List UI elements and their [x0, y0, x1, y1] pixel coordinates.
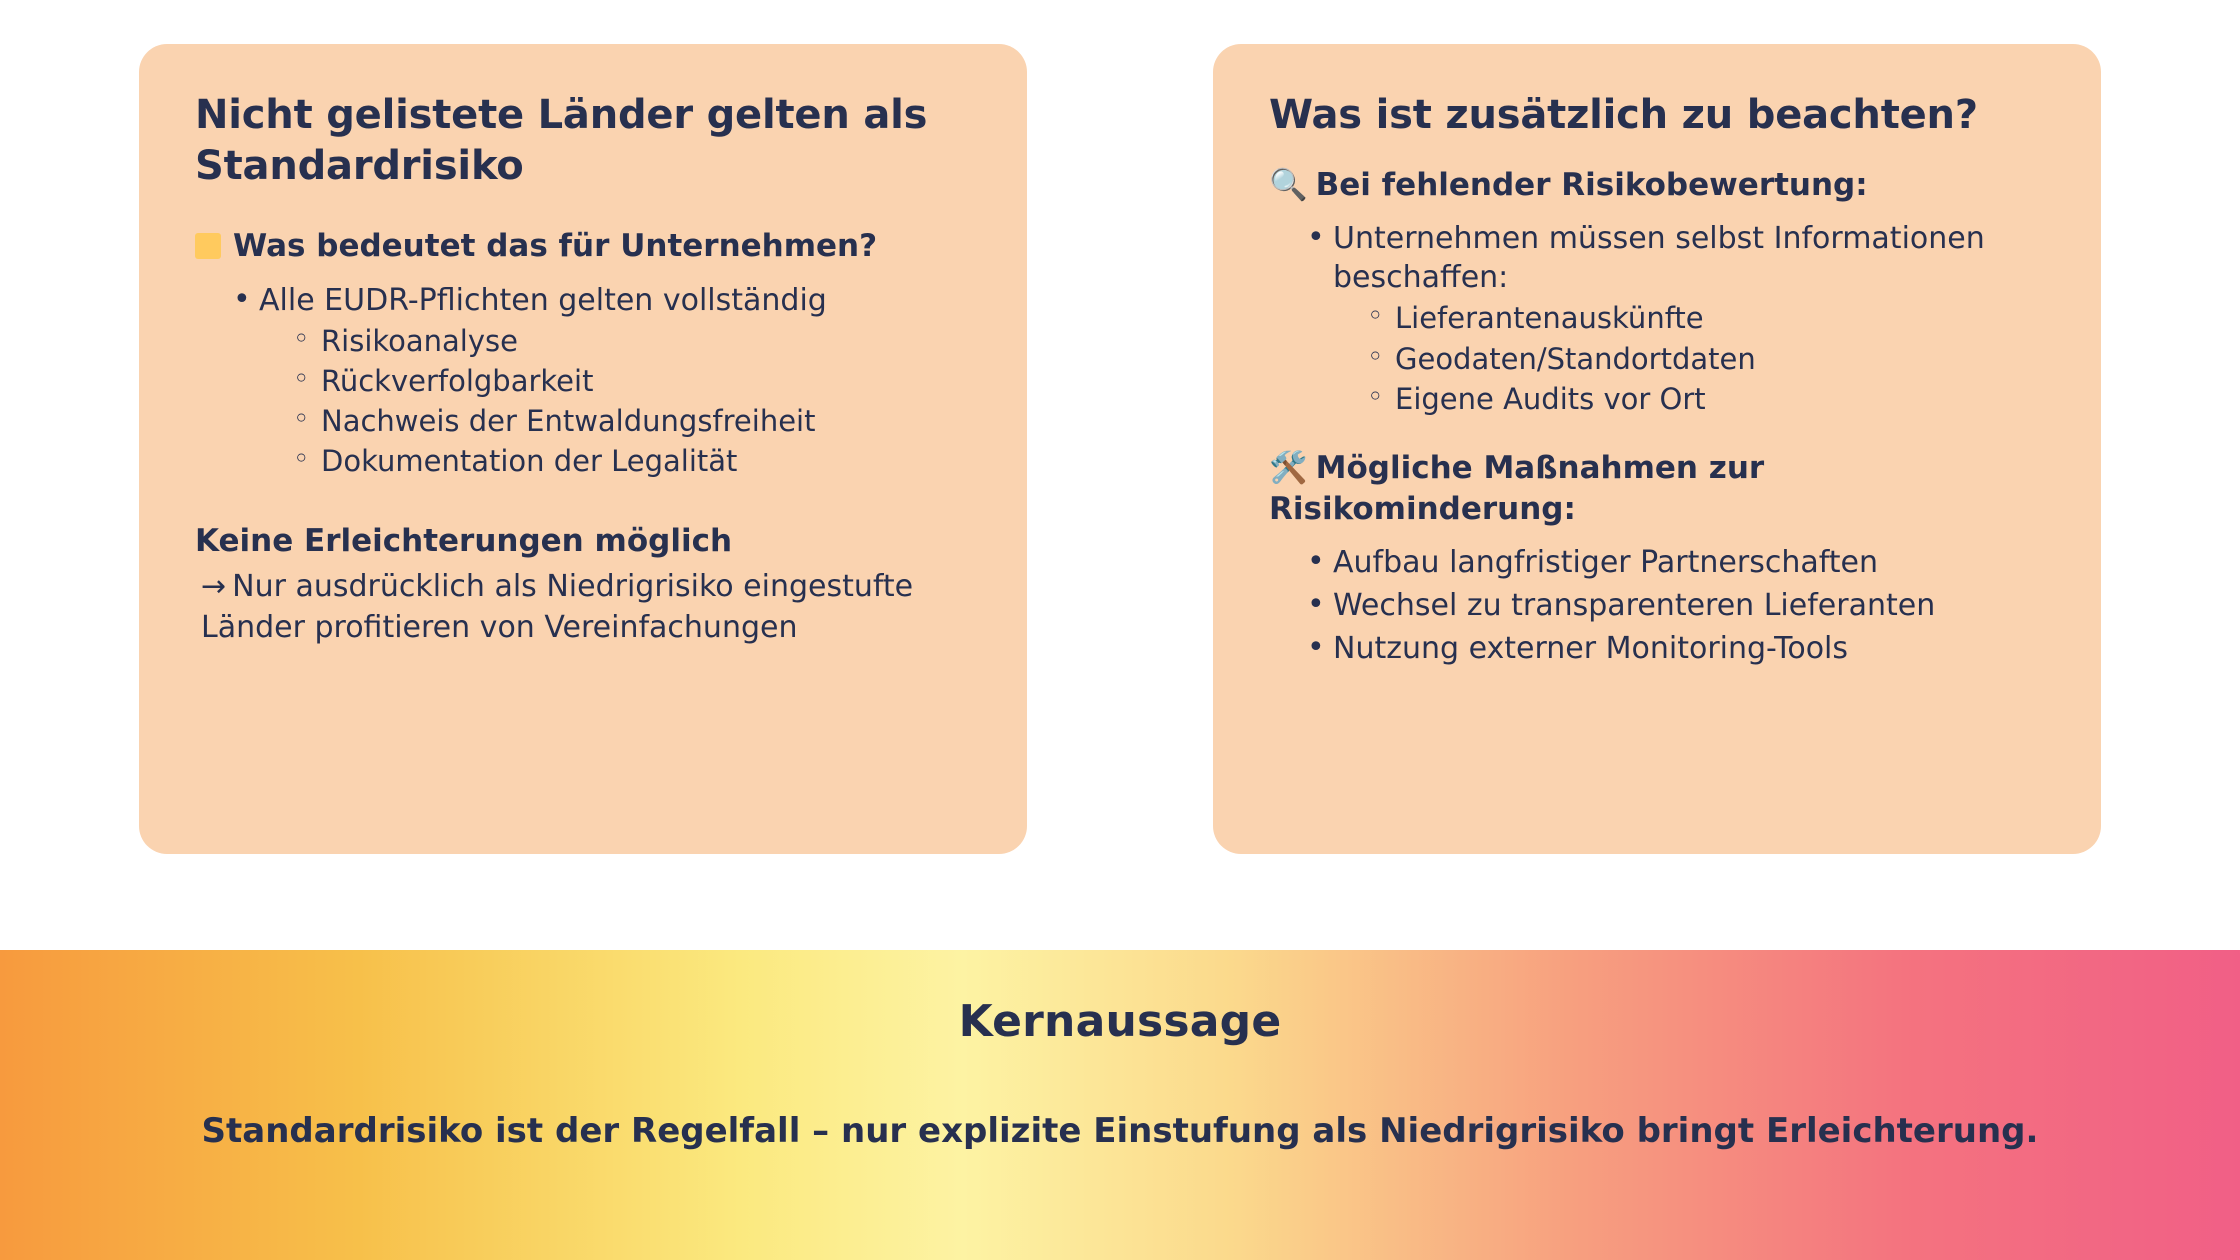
list-item: • Nutzung externer Monitoring-Tools [1303, 629, 2045, 668]
list-item: ◦ Geodaten/Standortdaten [1365, 340, 2045, 378]
list-item [1303, 219, 2045, 418]
list-item: ◦ Eigene Audits vor Ort [1365, 380, 2045, 418]
list-item [229, 281, 971, 481]
card-standardrisiko [139, 44, 1027, 854]
magnifier-icon: 🔍 [1269, 167, 1308, 204]
list-item-text: Alle EUDR-Pflichten gelten vollständig [259, 282, 827, 318]
heading-keine-erleichterungen: Keine Erleichterungen möglich [195, 522, 733, 559]
list-item: ◦ Rückverfolgbarkeit [291, 362, 971, 400]
spacer [1269, 422, 2045, 448]
list-item: ◦ Risikoanalyse [291, 322, 971, 360]
tools-icon: 🛠️ [1269, 450, 1308, 487]
list-informationen [1269, 219, 2045, 418]
arrow-right-icon: → [201, 569, 227, 605]
spacer [195, 485, 971, 521]
list-eudr-pflichten [195, 281, 971, 481]
card-title: Nicht gelistete Länder gelten als Standardrisiko [195, 92, 928, 190]
section-heading-text: Bei fehlender Risikobewertung: [1315, 167, 1868, 204]
sublist-eudr-pflichten [259, 322, 971, 481]
list-item: ◦ Lieferantenauskünfte [1365, 299, 2045, 337]
list-item: ◦ Dokumentation der Legalität [291, 442, 971, 480]
section-heading-unternehmen [195, 226, 971, 266]
card-zusaetzlich-beachten [1213, 44, 2101, 854]
banner-title: Kernaussage [958, 996, 1282, 1047]
list-item: ◦ Nachweis der Entwaldungsfreiheit [291, 402, 971, 440]
list-item: • Wechsel zu transparenteren Lieferanten [1303, 586, 2045, 625]
list-massnahmen [1269, 543, 2045, 668]
section-heading-text: Mögliche Maßnahmen zur Risikominderung: [1269, 450, 1765, 527]
sublist-informationen [1333, 299, 2045, 418]
paragraph-text: Nur ausdrücklich als Niedrigrisiko eingestufte Länder profitieren von Vereinfachungen [201, 569, 914, 645]
list-item: • Aufbau langfristiger Partnerschaften [1303, 543, 2045, 582]
section-heading-massnahmen [1269, 448, 2045, 529]
section-heading-risikobewertung [1269, 165, 2045, 205]
banner-subtitle: Standardrisiko ist der Regelfall – nur explizite Einstufung als Niedrigrisiko bringt Erleichterung. [201, 1111, 2039, 1151]
cards-row [0, 44, 2240, 854]
card-title: Was ist zusätzlich zu beachten? [1269, 92, 1978, 138]
paragraph-niedrigrisiko [195, 567, 971, 648]
yellow-square-icon [195, 233, 221, 259]
kernaussage-banner [0, 950, 2240, 1260]
list-item-text: Unternehmen müssen selbst Informationen beschaffen: [1333, 221, 1985, 296]
section-heading-text: Was bedeutet das für Unternehmen? [233, 228, 878, 265]
